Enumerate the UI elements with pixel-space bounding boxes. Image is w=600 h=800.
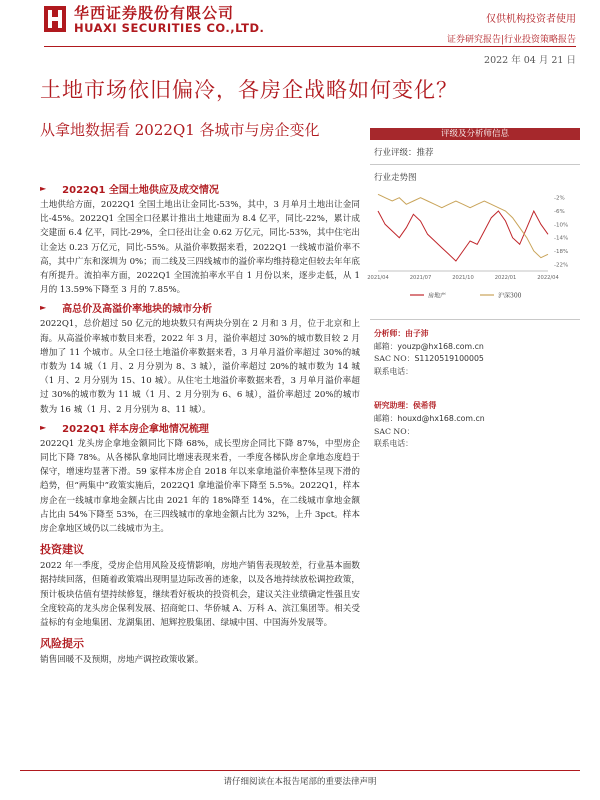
huaxi-logo-icon	[44, 6, 66, 32]
analyst-sidebar	[367, 128, 580, 451]
section-heading: ► 高总价及高溢价率地块的城市分析	[40, 303, 213, 316]
y-tick-label: -18%	[554, 249, 569, 255]
analyst-email[interactable]: youzp@hx168.com.cn	[397, 341, 484, 351]
chart-title: 行业走势图	[374, 173, 417, 183]
series-line-real-estate	[378, 211, 548, 261]
header-divider	[44, 46, 576, 47]
phone-label: 联系电话：	[374, 439, 413, 449]
y-tick-label: -6%	[554, 209, 565, 215]
report-date: 2022 年 04 月 21 日	[484, 55, 576, 66]
legal-footer: 请仔细阅读在本报告尾部的重要法律声明	[223, 777, 377, 787]
section-paragraph: 销售回暖不及预期，房地产调控政策收紧。	[40, 655, 204, 666]
x-tick-label: 2021/04	[367, 275, 389, 281]
brand-name-en: HUAXI SECURITIES CO.,LTD.	[74, 21, 265, 35]
footer-divider	[20, 770, 580, 771]
section-heading: 投资建议	[40, 543, 84, 557]
series-line-csi300	[378, 194, 548, 257]
report-header	[0, 0, 600, 66]
section-paragraph: 2022Q1，总价超过 50 亿元的地块数只有两块分别在 2 月和 3 月，位于北京和上海。从高溢价率城市数目来看，2022 年 3 月，溢价率超过 30%的城市数目较 2 月增加了 11 个城市。从全口径土地溢价率数据来看，3 月单月溢价率超过 30%的城市数为 14 城（1 月、2 月分别为 8、3 城），溢价率超过 20%的城市数为 14 城（1 月、2 月分别为 15、10 城）。从住宅土地溢价率数据来看，3 月单月溢价率超过 30%的城市数为 11 城（1 月、2 月分别为 6、6 城），溢价率超过 20%的城市数为 16 城（1 月、2 月分别为 8、11 城）。	[40, 319, 360, 415]
assistant-email[interactable]: houxd@hx168.com.cn	[397, 413, 485, 423]
industry-trend-chart	[367, 185, 580, 315]
email-label: 邮箱：	[374, 341, 398, 351]
x-tick-label: 2021/07	[409, 275, 432, 281]
triangle-bullet-icon: ►	[40, 422, 47, 432]
sac-label: SAC NO：	[374, 354, 415, 364]
triangle-bullet-icon: ►	[40, 303, 47, 313]
x-tick-label: 2022/01	[494, 275, 517, 281]
section-heading: 风险提示	[40, 637, 84, 651]
section-heading: ► 2022Q1 样本房企拿地情况梳理	[40, 422, 209, 435]
analyst-card	[370, 320, 580, 378]
email-label: 邮箱：	[374, 413, 398, 423]
analyst-sac: S1120519100005	[414, 354, 484, 364]
report-body	[40, 178, 360, 667]
section-paragraph: 2022 年一季度，受房企信用风险及疫情影响，房地产销售表现较差，行业基本面数据持续回落，但随着政策端出现明显边际改善的迹象，以及各地持续放松调控政策，预计板块估值有望持续修复，继续看好板块的投资机会，建议关注业绩确定性强且安全度较高的龙头房企保利发展、招商蛇口、华侨城 A、万科 A、滨江集团等。相关受益标的有金地集团、龙湖集团、旭辉控股集团、绿城中国、中国海外发展等。	[40, 561, 360, 629]
x-tick-label: 2022/04	[537, 275, 559, 281]
legend-label: 房地产	[428, 292, 447, 300]
report-title: 土地市场依旧偏冷，各房企战略如何变化？	[40, 78, 458, 102]
y-tick-label: -22%	[554, 262, 569, 269]
section-paragraph: 土地供给方面，2022Q1 全国土地出让金同比-53%，其中，3 月单月土地出让金同比-45%。2022Q1 全国全口径累计推出土地建面为 8.4 亿平，同比-22%，累计成交建面 6.4 亿平，同比-29%，全口径出让金 0.62 万亿元，同比-53%，其中住宅出让金达 0.23 万亿元，同比-55%。从溢价率数据来看，2022Q1 一线城市溢价率不高，其中广东和深圳为 0%；而二线及三四线城市的溢价率均维持稳定但较去年年底有所提升。流拍率方面，2022Q1 全国流拍率水平自 1 月份以来，逐步走低，从 1 月的 13.59%下降至 3 月的 7.85%。	[40, 200, 360, 296]
sac-label: SAC NO：	[374, 426, 415, 436]
assistant-card	[370, 378, 580, 450]
audience-tagline: 仅供机构投资者使用	[486, 14, 576, 25]
triangle-bullet-icon: ►	[40, 184, 47, 193]
brand-name-cn: 华西证券股份有限公司	[74, 4, 235, 22]
assistant-name: 研究助理：侯希得	[374, 401, 437, 411]
y-tick-label: -2%	[554, 195, 565, 202]
trend-chart-svg	[367, 185, 580, 315]
sidebar-header: 评级及分析师信息	[370, 128, 580, 140]
section-paragraph: 2022Q1 龙头房企拿地金额同比下降 68%，成长型房企同比下降 87%，中型房企同比下降 78%。从各梯队拿地同比增速表现来看，一季度各梯队房企拿地态度趋于保守，增速均显著下滑。59 家样本房企自 2018 年以来拿地溢价率整体呈现下滑的趋势，但“两集中”政策实施后，2022Q1 拿地溢价率下降至 5.5%。2022Q1，样本房企在一线城市拿地金额占比由 2021 年的 18%降至 14%，在二线城市拿地金额占比由 54%下降至 53%，在三四线城市的拿地金额占比为 32%，上升 3pct。样本房企拿地区域仍以二线城市为主。	[40, 438, 360, 535]
industry-rating: 行业评级：推荐	[370, 140, 580, 165]
section-heading: ► 2022Q1 全国土地供应及成交情况	[40, 184, 219, 196]
y-tick-label: -10%	[554, 222, 569, 229]
report-subtitle: 从拿地数据看 2022Q1 各城市与房企变化	[40, 121, 320, 139]
analyst-name: 分析师：由子沛	[374, 329, 429, 338]
report-type: 证券研究报告|行业投资策略报告	[446, 35, 576, 45]
x-tick-label: 2021/10	[452, 275, 474, 281]
phone-label: 联系电话：	[374, 366, 413, 376]
legend-label: 沪深300	[498, 292, 522, 300]
y-tick-label: -14%	[554, 235, 569, 242]
